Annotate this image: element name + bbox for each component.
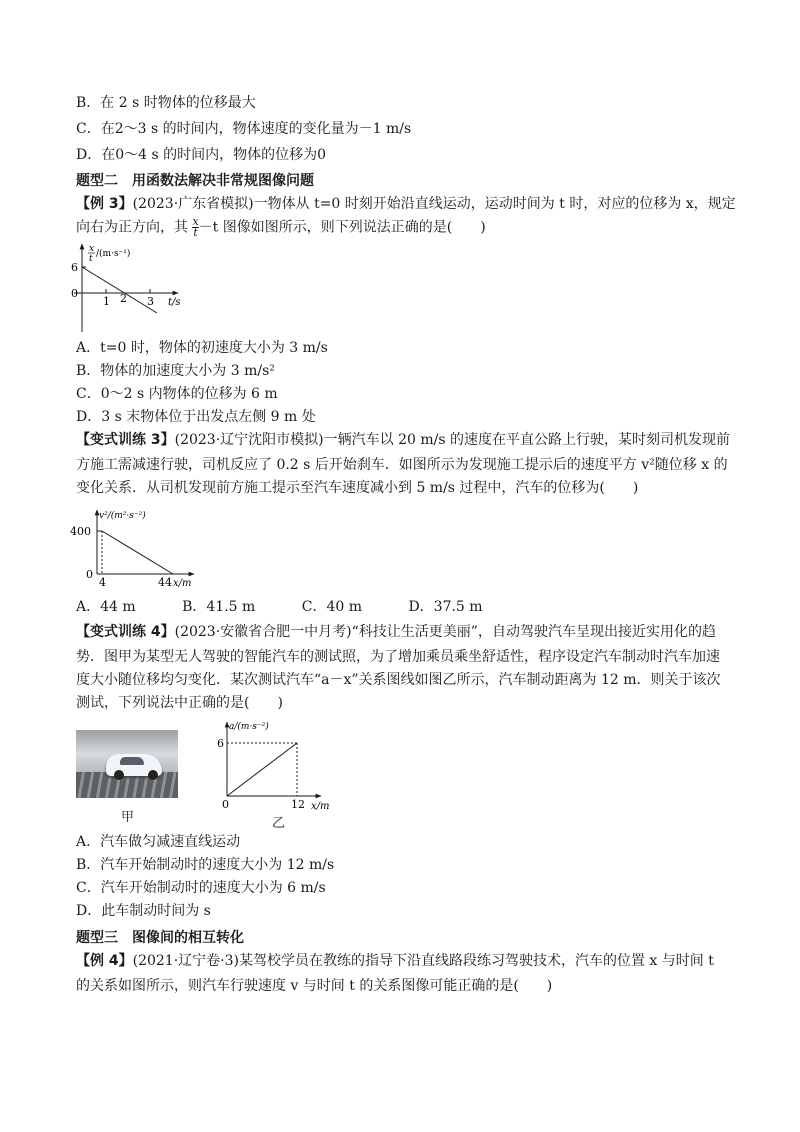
variant-tag: 【变式训练 3】 <box>76 432 175 448</box>
car-wheel-rear <box>148 770 158 780</box>
example-3-option-b: B．物体的加速度大小为 3 m/s² <box>76 363 275 379</box>
example-tag: 【例 3】 <box>76 196 133 212</box>
variant-4-line-3: 度大小随位移均匀变化．某次测试汽车“a－x”关系图线如图乙所示，汽车制动距离为 12 m．则关于该次 <box>76 672 721 688</box>
example-3-line-2 <box>76 217 486 238</box>
example-3-option-d: D．3 s 末物体位于出发点左侧 9 m 处 <box>76 409 316 425</box>
x-tick-label-44: 44 <box>158 576 172 589</box>
origin-label: 0 <box>86 568 93 581</box>
graph-line <box>82 267 157 313</box>
variant-3-line-1 <box>76 430 730 450</box>
example-3-line-1 <box>76 194 736 214</box>
y-label-num: x <box>89 244 95 254</box>
y-tick-label-400: 400 <box>70 525 91 538</box>
x-tick-label-4: 4 <box>99 576 106 589</box>
example-4-line-2: 的关系如图所示，则汽车行驶速度 v 与时间 t 的关系图像可能正确的是( ) <box>76 978 553 994</box>
variant-4-line-4: 测试，下列说法中正确的是( ) <box>76 695 283 711</box>
example-3-text-2: 向右为正方向，其 <box>76 219 193 236</box>
y-axis-label: v²/(m²·s⁻²) <box>99 511 146 521</box>
xt-t-graph <box>70 240 210 340</box>
x-axis-label: t/s <box>168 297 181 308</box>
graph-caption: 乙 <box>272 816 286 831</box>
option-c-prev: C．在2～3 s 的时间内，物体速度的变化量为－1 m/s <box>76 121 412 137</box>
v2-x-graph <box>70 506 220 590</box>
option-b-prev: B．在 2 s 时物体的位移最大 <box>76 95 256 111</box>
x-axis-label: x/m <box>311 801 330 812</box>
y-axis-label: a/(m·s⁻²) <box>229 722 269 732</box>
variant-4-line-2: 势．图甲为某型无人驾驶的智能汽车的测试照，为了增加乘员乘坐舒适性，程序设定汽车制动时汽车加速 <box>76 649 720 665</box>
variant-4-option-d: D．此车制动时间为 s <box>76 903 211 919</box>
section-heading-2: 题型二 用函数法解决非常规图像问题 <box>76 173 314 189</box>
graph-line <box>227 743 297 796</box>
y-label-den: t <box>89 254 93 264</box>
variant-3-line-3: 变化关系．从司机发现前方施工提示至汽车速度减小到 5 m/s 过程中，汽车的位移为( ) <box>76 480 639 496</box>
variant-3-text-1: (2023·辽宁沈阳市模拟)一辆汽车以 20 m/s 的速度在平直公路上行驶，某时刻司机发现前 <box>174 432 730 448</box>
y-unit-label: /(m·s⁻¹) <box>96 249 131 259</box>
origin-label: 0 <box>222 798 229 811</box>
a-x-graph <box>215 718 345 828</box>
example-3-text-1: (2023·广东省模拟)一物体从 t=0 时刻开始沿直线运动，运动时间为 t 时，对应的位移为 x，规定 <box>132 196 736 212</box>
example-3-option-a: A．t=0 时，物体的初速度大小为 3 m/s <box>76 340 328 356</box>
variant-tag: 【变式训练 4】 <box>76 624 175 640</box>
car-wheel-front <box>114 770 124 780</box>
variant-4-text-1: (2023·安徽省合肥一中月考)“科技让生活更美丽”，自动驾驶汽车呈现出接近实用化的趋 <box>174 624 716 640</box>
variant-4-option-a: A．汽车做匀减速直线运动 <box>76 834 241 850</box>
origin-label: 0 <box>71 287 78 300</box>
variant-4-line-1 <box>76 622 716 642</box>
variant-4-option-c: C．汽车开始制动时的速度大小为 6 m/s <box>76 880 326 896</box>
fraction-numerator: x <box>192 215 199 228</box>
x-tick-label-1: 1 <box>103 295 110 308</box>
graph-line-decline <box>102 531 173 574</box>
option-d-prev: D．在0～4 s 的时间内，物体的位移为0 <box>76 147 327 163</box>
fraction-denominator: t <box>193 226 198 239</box>
x-tick-label-2: 2 <box>120 292 127 305</box>
x-tick-label-3: 3 <box>147 295 154 308</box>
y-tick-label-6: 6 <box>71 261 78 274</box>
variant-3-line-2: 方施工需减速行驶，司机反应了 0.2 s 后开始刹车．如图所示为发现施工提示后的速度平方 v²随位移 x 的 <box>76 457 728 473</box>
example-4-line-1 <box>76 951 714 971</box>
self-driving-car-photo <box>76 730 178 798</box>
x-tick-label-12: 12 <box>291 798 305 811</box>
x-axis-label: x/m <box>173 578 192 589</box>
example-4-text-1: (2021·辽宁卷·3)某驾校学员在教练的指导下沿直线路段练习驾驶技术，汽车的位置 x 与时间 t <box>132 953 714 969</box>
photo-caption: 甲 <box>121 810 135 825</box>
variant-4-option-b: B．汽车开始制动时的速度大小为 12 m/s <box>76 857 335 873</box>
y-tick-label-6: 6 <box>217 737 224 750</box>
example-3-option-c: C．0～2 s 内物体的位移为 6 m <box>76 386 278 402</box>
section-heading-3: 题型三 图像间的相互转化 <box>76 930 244 946</box>
example-tag: 【例 4】 <box>76 953 133 969</box>
variant-3-options: A．44 m B．41.5 m C．40 m D．37.5 m <box>76 599 483 615</box>
example-3-text-2-tail: －t 图像如图所示，则下列说法正确的是( ) <box>198 219 486 236</box>
